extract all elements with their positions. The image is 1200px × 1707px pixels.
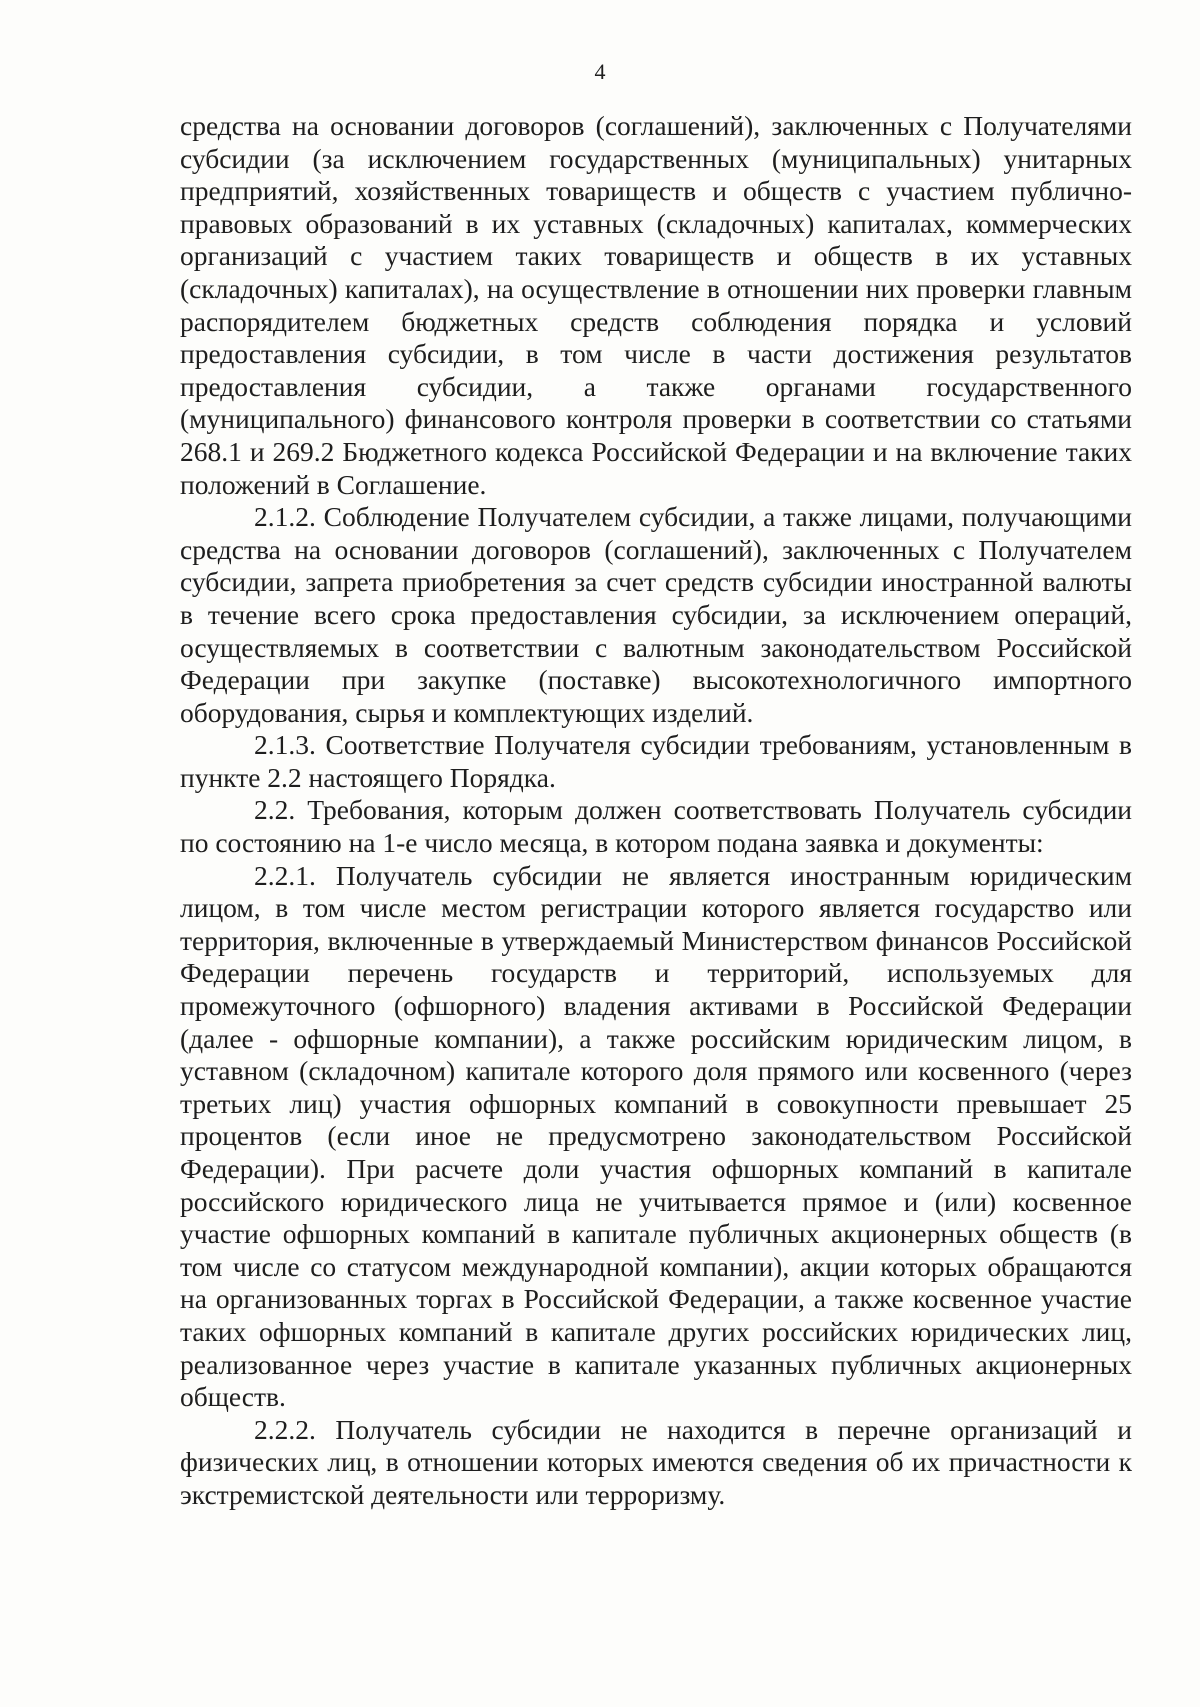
paragraph-2-2: 2.2. Требования, которым должен соответствовать Получатель субсидии по состоянию на 1-е число месяца, в котором подана заявка и документы: — [180, 794, 1132, 859]
paragraph-2-1-2: 2.1.2. Соблюдение Получателем субсидии, а также лицами, получающими средства на основании договоров (соглашений), заключенных с Получателем субсидии, запрета приобретения за счет средств субсидии иностранной валюты в течение всего срока предоставления субсидии, за исключением операций, осуществляемых в соответствии с валютным законодательством Российской Федерации при закупке (поставке) высокотехнологичного импортного оборудования, сырья и комплектующих изделий. — [180, 501, 1132, 728]
document-body — [180, 110, 1132, 1512]
paragraph-2-2-2: 2.2.2. Получатель субсидии не находится в перечне организаций и физических лиц, в отношении которых имеются сведения об их причастности к экстремистской деятельности или терроризму. — [180, 1413, 1132, 1510]
paragraph-continuation: средства на основании договоров (соглашений), заключенных с Получателями субсидии (за исключением государственных (муниципальных) унитарных предприятий, хозяйственных товариществ и обществ с участием публично-правовых образований в их уставных (складочных) капиталах, коммерческих организаций с участием таких товариществ и обществ в их уставных (складочных) капиталах), на осуществление в отношении них проверки главным распорядителем бюджетных средств соблюдения порядка и условий предоставления субсидии, в том числе в части достижения результатов предоставления субсидии, а также органами государственного (муниципального) финансового контроля проверки в соответствии со статьями 268.1 и 269.2 Бюджетного кодекса Российской Федерации и на включение таких положений в Соглашение. — [180, 110, 1132, 500]
page-number: 4 — [594, 59, 606, 84]
paragraph-2-1-3: 2.1.3. Соответствие Получателя субсидии требованиям, установленным в пункте 2.2 настоящего Порядка. — [180, 729, 1132, 793]
paragraph-2-2-1: 2.2.1. Получатель субсидии не является иностранным юридическим лицом, в том числе местом регистрации которого является государство или территория, включенные в утверждаемый Министерством финансов Российской Федерации перечень государств и территорий, используемых для промежуточного (офшорного) владения активами в Российской Федерации (далее - офшорные компании), а также российским юридическим лицом, в уставном (складочном) капитале которого доля прямого или косвенного (через третьих лиц) участия офшорных компаний в совокупности превышает 25 процентов (если иное не предусмотрено законодательством Российской Федерации). При расчете доли участия офшорных компаний в капитале российского юридического лица не учитывается прямое и (или) косвенное участие офшорных компаний в капитале публичных акционерных обществ (в том числе со статусом международной компании), акции которых обращаются на организованных торгах в Российской Федерации, а также косвенное участие таких офшорных компаний в капитале других российских юридических лиц, реализованное через участие в капитале указанных публичных акционерных обществ. — [180, 859, 1132, 1413]
